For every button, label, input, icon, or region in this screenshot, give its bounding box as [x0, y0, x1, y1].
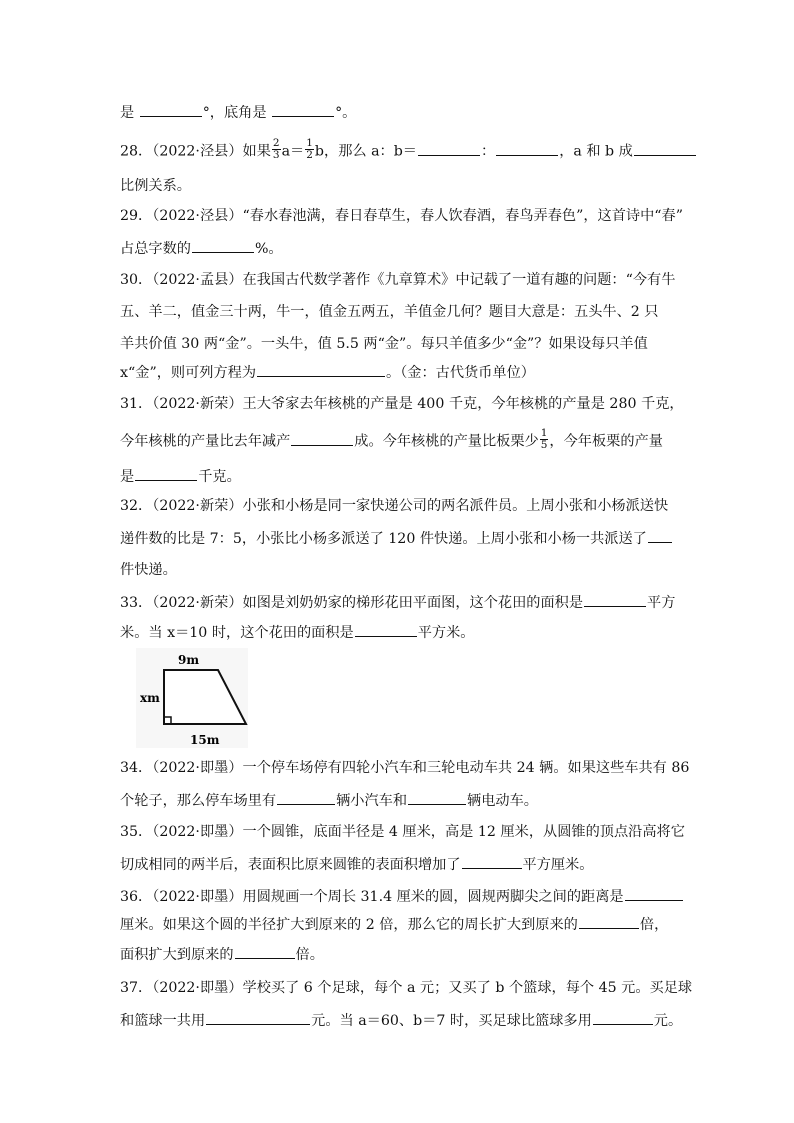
- question-29-line-1: 29．（2022·泾县）“春水春池满，春日春草生，春人饮春酒，春鸟弄春色”，这首诗中“春”: [120, 208, 683, 224]
- question-32-line-3: 件快递。: [120, 562, 177, 578]
- question-33-line-2: 米。当 x＝10 时，这个花田的面积是 平方米。: [120, 622, 474, 643]
- question-34-line-2: 个轮子，那么停车场里有 辆小汽车和 辆电动车。: [120, 790, 538, 811]
- answer-blank[interactable]: [235, 944, 295, 959]
- question-30-line-2: 五、羊二，值金三十两，牛一，值金五两五，羊值金几何？题目大意是：五头牛、2 只: [120, 304, 659, 320]
- question-34-line-1: 34．（2022·即墨）一个停车场停有四轮小汽车和三轮电动车共 24 辆。如果这些车共有 86: [120, 760, 690, 776]
- question-30-line-1: 30．（2022·孟县）在我国古代数学著作《九章算术》中记载了一道有趣的问题：“今有牛: [120, 272, 676, 288]
- question-29-line-2: 占总字数的 %。: [120, 238, 283, 259]
- answer-blank[interactable]: [257, 362, 385, 377]
- question-35-line-2: 切成相同的两半后，表面积比原来圆锥的表面积增加了 平方厘米。: [120, 854, 593, 875]
- answer-blank[interactable]: [192, 238, 254, 253]
- question-27-tail: 是 °，底角是 °。: [120, 102, 356, 123]
- answer-blank[interactable]: [291, 431, 353, 446]
- question-37-line-2: 和篮球一共用 元。当 a＝60、b＝7 时，买足球比篮球多用 元。: [120, 1010, 682, 1031]
- label-height: xm: [140, 691, 160, 705]
- answer-blank[interactable]: [625, 886, 683, 901]
- trapezoid-figure: [136, 648, 248, 748]
- question-30-line-3: 羊共价值 30 两“金”。一头牛，值 5.5 两“金”。每只羊值多少“金”？如果设每只羊值: [120, 336, 648, 352]
- answer-blank[interactable]: [593, 1010, 653, 1025]
- answer-blank[interactable]: [355, 622, 417, 637]
- answer-blank[interactable]: [579, 914, 639, 929]
- answer-blank[interactable]: [418, 141, 480, 156]
- question-31-line-2: 今年核桃的产量比去年减产 成。今年核桃的产量比板栗少 $\frac{1}{5}$ ，今年板栗的产量: [120, 427, 663, 451]
- question-36-line-2: 厘米。如果这个圆的半径扩大到原来的 2 倍，那么它的周长扩大到原来的 倍，: [120, 914, 668, 935]
- label-bottom-base: 15m: [190, 733, 220, 747]
- question-31-line-3: 是 千克。: [120, 466, 241, 487]
- fraction: $\frac{2}{3}$: [272, 137, 280, 161]
- answer-blank[interactable]: [277, 790, 335, 805]
- answer-blank[interactable]: [496, 141, 558, 156]
- fraction: $\frac{1}{2}$: [306, 137, 313, 161]
- question-28-line-1: 28．（2022·泾县）如果 $\frac{2}{3}$ a＝ $\frac{1}{2}$ b，那么 a：b＝ ： ，a 和 b 成: [120, 140, 697, 163]
- answer-blank[interactable]: [584, 592, 646, 607]
- answer-blank[interactable]: [135, 466, 197, 481]
- question-28-line-2: 比例关系。: [120, 178, 191, 194]
- fraction: $\frac{1}{5}$: [540, 427, 548, 451]
- answer-blank[interactable]: [272, 102, 334, 117]
- answer-blank[interactable]: [634, 141, 696, 156]
- answer-blank[interactable]: [462, 854, 522, 869]
- question-32-line-2: 递件数的比是 7：5，小张比小杨多派送了 120 件快递。上周小张和小杨一共派送了: [120, 528, 673, 549]
- question-35-line-1: 35．（2022·即墨）一个圆锥，底面半径是 4 厘米，高是 12 厘米，从圆锥的顶点沿高将它: [120, 824, 685, 840]
- question-37-line-1: 37．（2022·即墨）学校买了 6 个足球，每个 a 元；又买了 b 个篮球，每个 45 元。买足球: [120, 980, 693, 996]
- question-30-line-4: x“金”，则可列方程为 。（金：古代货币单位）: [120, 362, 535, 383]
- question-31-line-1: 31．（2022·新荣）王大爷家去年核桃的产量是 400 千克，今年核桃的产量是 280 千克，: [120, 396, 684, 412]
- label-top-base: 9m: [178, 653, 200, 667]
- question-36-line-1: 36．（2022·即墨）用圆规画一个周长 31.4 厘米的圆，圆规两脚尖之间的距离是: [120, 886, 684, 907]
- answer-blank[interactable]: [408, 790, 466, 805]
- answer-blank[interactable]: [140, 102, 202, 117]
- question-36-line-3: 面积扩大到原来的 倍。: [120, 944, 324, 965]
- question-32-line-1: 32．（2022·新荣）小张和小杨是同一家快递公司的两名派件员。上周小张和小杨派送快: [120, 498, 669, 514]
- answer-blank[interactable]: [206, 1010, 310, 1025]
- question-33-line-1: 33．（2022·新荣）如图是刘奶奶家的梯形花田平面图，这个花田的面积是 平方: [120, 592, 675, 613]
- answer-blank[interactable]: [648, 528, 672, 543]
